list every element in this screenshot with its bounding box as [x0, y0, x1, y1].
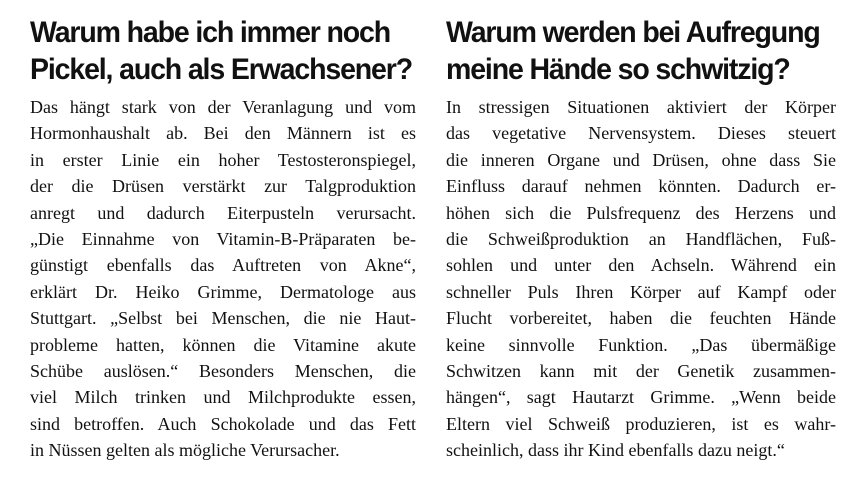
article-body [446, 94, 836, 463]
body-line: erklärt Dr. Heiko Grimme, Dermatologe aus [30, 281, 416, 302]
body-line: Hormonhaushalt ab. Bei den Männern ist es [30, 123, 416, 144]
article-acne [30, 14, 416, 463]
body-line: höhen sich die Pulsfrequenz des Herzens und [446, 202, 836, 223]
body-line: hängen“, sagt Hautarzt Grimme. „Wenn beide [446, 387, 836, 408]
article-heading [30, 14, 412, 88]
article-body [30, 94, 416, 463]
heading-line: Pickel, auch als Erwachsener? [30, 53, 412, 86]
body-line: scheinlich, dass ihr Kind ebenfalls dazu neigt.“ [446, 440, 785, 461]
body-line: der die Drüsen verstärkt zur Talgproduktion [30, 176, 416, 197]
article-heading [446, 14, 820, 88]
body-line: Eltern viel Schweiß produzieren, ist es wahr- [446, 413, 836, 434]
body-line: Einfluss darauf nehmen könnten. Dadurch er- [446, 176, 836, 197]
body-line: günstigt ebenfalls das Auftreten von Akne“, [30, 255, 416, 276]
body-line: Stuttgart. „Selbst bei Menschen, die nie Haut- [30, 308, 416, 329]
body-line: viel Milch trinken und Milchprodukte essen, [30, 387, 416, 408]
body-line: die Schweißproduktion an Handflächen, Fuß- [446, 228, 836, 249]
body-line: keine sinnvolle Funktion. „Das übermäßige [446, 334, 836, 355]
body-line: Schübe auslösen.“ Besonders Menschen, die [30, 360, 416, 381]
body-line: schneller Puls Ihren Körper auf Kampf oder [446, 281, 836, 302]
body-line: Das hängt stark von der Veranlagung und vom [30, 97, 416, 117]
body-line: Flucht vorbereitet, haben die feuchten Hände [446, 308, 836, 329]
body-line: in erster Linie ein hoher Testosteronspiegel, [30, 149, 416, 170]
body-line: probleme hatten, können die Vitamine akute [30, 334, 416, 355]
heading-line: Warum werden bei Aufregung [446, 16, 820, 49]
article-sweating [446, 14, 836, 463]
body-line: die inneren Organe und Drüsen, ohne dass Sie [446, 149, 836, 170]
body-line: anregt und dadurch Eiterpusteln verursacht. [30, 202, 416, 223]
heading-line: Warum habe ich immer noch [30, 16, 391, 49]
body-line: sohlen und unter den Achseln. Während ein [446, 255, 836, 276]
body-line: „Die Einnahme von Vitamin-B-Präparaten be- [30, 228, 416, 249]
heading-line: meine Hände so schwitzig? [446, 53, 790, 86]
body-line: Schwitzen kann mit der Genetik zusammen- [446, 360, 836, 381]
body-line: sind betroffen. Auch Schokolade und das Fett [30, 413, 416, 434]
body-line: in Nüssen gelten als mögliche Verursacher. [30, 440, 340, 461]
body-line: das vegetative Nervensystem. Dieses steuert [446, 123, 836, 144]
body-line: In stressigen Situationen aktiviert der Körper [446, 97, 836, 117]
